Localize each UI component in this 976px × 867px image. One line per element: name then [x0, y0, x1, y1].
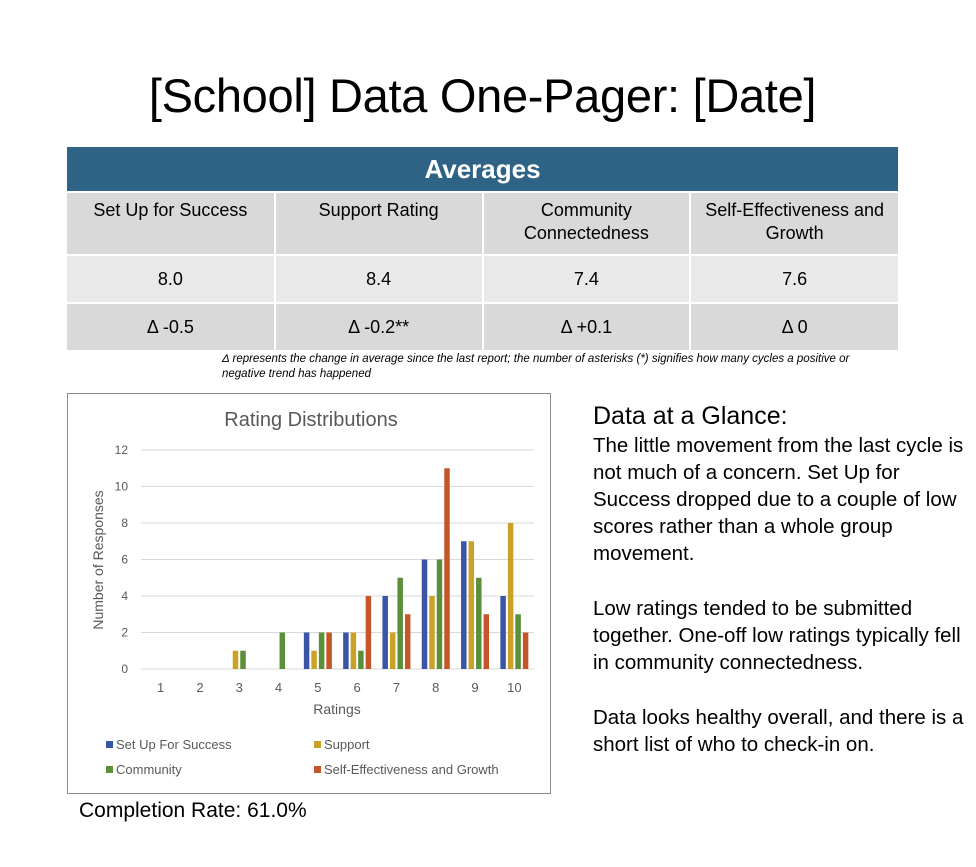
x-tick-label: 7	[392, 680, 401, 695]
bar	[390, 633, 396, 670]
legend-label: Support	[324, 737, 370, 752]
bar	[469, 541, 475, 669]
x-tick-label: 4	[274, 680, 283, 695]
bar	[240, 651, 246, 669]
y-axis-label: Number of Responses	[90, 490, 106, 630]
y-tick-label: 10	[114, 479, 128, 494]
x-tick-label: 3	[235, 680, 243, 695]
bar	[397, 578, 403, 669]
category-set-up-for-success: Set Up for Success	[67, 192, 275, 255]
x-tick-label: 8	[432, 680, 440, 695]
bar	[382, 596, 388, 669]
delta-value: Δ +0.1	[483, 303, 691, 351]
y-tick-label: 0	[121, 662, 128, 676]
glance-heading: Data at a Glance:	[593, 402, 788, 430]
legend-label: Set Up For Success	[116, 737, 232, 752]
legend-swatch	[314, 741, 321, 748]
legend-label: Self-Effectiveness and Growth	[324, 762, 499, 777]
chart-canvas	[68, 394, 550, 793]
bar	[351, 633, 357, 670]
delta-value: Δ -0.5	[67, 303, 275, 351]
average-value: 7.4	[483, 255, 691, 303]
data-at-a-glance	[593, 400, 973, 786]
bar	[280, 633, 286, 670]
rating-distribution-chart	[67, 393, 551, 794]
bar	[405, 614, 411, 669]
delta-value: Δ -0.2**	[275, 303, 483, 351]
bar	[461, 541, 467, 669]
x-tick-label: 9	[471, 680, 479, 695]
bar	[358, 651, 364, 669]
x-tick-label: 2	[196, 680, 204, 695]
legend-swatch	[106, 766, 113, 773]
x-tick-label: 1	[157, 680, 165, 695]
bar	[366, 596, 372, 669]
x-tick-label: 6	[353, 680, 361, 695]
legend-swatch	[314, 766, 321, 773]
average-value: 8.4	[275, 255, 483, 303]
bar	[508, 523, 513, 669]
bar	[319, 633, 325, 670]
bar	[444, 468, 450, 669]
bar	[500, 596, 506, 669]
y-tick-label: 12	[114, 443, 128, 457]
page-title: [School] Data One-Pager: [Date]	[148, 69, 817, 122]
bar	[304, 633, 310, 670]
bar	[311, 651, 317, 669]
y-tick-label: 2	[121, 625, 128, 640]
x-tick-label: 10	[507, 680, 522, 695]
x-axis-label: Ratings	[313, 701, 361, 717]
y-tick-label: 4	[121, 589, 128, 603]
category-self-effectiveness: Self-Effectiveness and Growth	[690, 192, 898, 255]
averages-heading: Averages	[67, 147, 898, 192]
bar	[437, 560, 443, 670]
glance-paragraph: Data looks healthy overall, and there is a short list of who to check-in on.	[593, 706, 964, 756]
average-value: 8.0	[67, 255, 275, 303]
category-support-rating: Support Rating	[275, 192, 483, 255]
glance-paragraph: The little movement from the last cycle is not much of a concern. Set Up for Success dropped due to a couple of low scores rather than a whole group movement.	[593, 434, 964, 565]
category-community-connectedness: Community Connectedness	[483, 192, 691, 255]
x-tick-label: 5	[314, 680, 322, 695]
bar	[523, 633, 529, 670]
bar	[233, 651, 239, 669]
delta-value: Δ 0	[690, 303, 898, 351]
y-tick-label: 8	[121, 516, 128, 530]
legend-label: Community	[116, 762, 182, 777]
bar	[515, 614, 521, 669]
average-value: 7.6	[690, 255, 898, 303]
delta-footnote: Δ represents the change in average since the last report; the number of asterisks (*) signifies how many cycles a positive or negative trend has happened	[222, 353, 850, 380]
y-tick-label: 6	[121, 552, 128, 567]
bar	[422, 560, 428, 670]
completion-rate: Completion Rate: 61.0%	[79, 799, 307, 822]
bar	[326, 633, 332, 670]
legend-swatch	[106, 741, 113, 748]
bar	[476, 578, 482, 669]
chart-title: Rating Distributions	[224, 409, 398, 431]
averages-table	[67, 147, 898, 352]
bar	[343, 633, 349, 670]
bar	[484, 614, 490, 669]
glance-paragraph: Low ratings tended to be submitted together. One-off low ratings typically fell in community connectedness.	[593, 597, 961, 674]
bar	[429, 596, 435, 669]
